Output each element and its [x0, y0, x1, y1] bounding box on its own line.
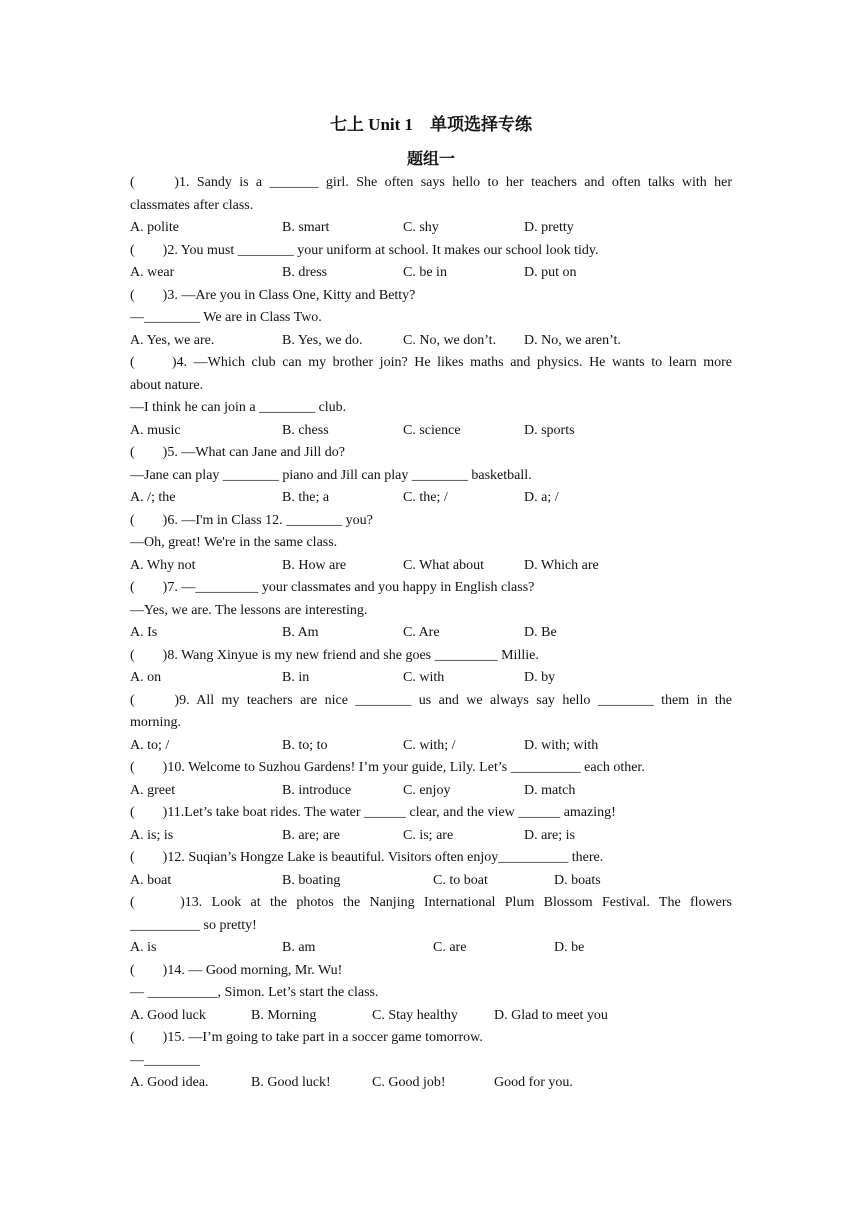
question-stem-line: —________ — [130, 1052, 200, 1068]
question-stem-line: ( )14. — Good morning, Mr. Wu! — [130, 962, 343, 978]
question-stem-line: ( )6. —I'm in Class 12. ________ you? — [130, 512, 373, 528]
question-stem-line: —Jane can play ________ piano and Jill can play ________ basketball. — [130, 467, 532, 483]
answer-option: C. science — [403, 422, 461, 438]
answer-option: C. Are — [403, 625, 440, 640]
answer-option: D. by — [524, 670, 556, 685]
answer-option: A. greet — [130, 782, 176, 798]
answer-option: D. pretty — [524, 220, 574, 235]
answer-option: D. No, we aren’t. — [524, 332, 621, 348]
answer-option: D. Glad to meet you — [494, 1007, 608, 1023]
answer-option: D. boats — [554, 872, 601, 888]
question-stem-line: ( )15. —I’m going to take part in a soccer game tomorrow. — [130, 1030, 483, 1045]
answer-option: B. smart — [282, 220, 330, 235]
answer-option: B. Good luck! — [251, 1075, 331, 1090]
question-stem-line: ( )12. Suqian’s Hongze Lake is beautiful. Visitors often enjoy__________ there. — [130, 850, 604, 865]
question-stem-line: ( )11.Let’s take boat rides. The water ______ clear, and the view ______ amazing! — [130, 805, 616, 820]
answer-option: C. Stay healthy — [372, 1007, 458, 1023]
question-stem-line: __________ so pretty! — [130, 917, 257, 933]
question-stem-line: morning. — [130, 715, 181, 730]
answer-option: A. boat — [130, 872, 172, 888]
question-stem-line: ( )13. Look at the photos the Nanjing International Plum Blossom Festival. The flowers — [130, 895, 732, 910]
question-stem-line: ( )8. Wang Xinyue is my new friend and she goes _________ Millie. — [130, 647, 539, 663]
answer-option: C. enjoy — [403, 782, 451, 798]
answer-option: D. with; with — [524, 737, 599, 753]
question-stem-line: ( )5. —What can Jane and Jill do? — [130, 445, 345, 460]
answer-option: D. Be — [524, 625, 557, 640]
question-stem-line: ( )1. Sandy is a _______ girl. She often says hello to her teachers and often talks with her — [130, 175, 732, 190]
answer-option: D. match — [524, 782, 576, 798]
answer-option: B. am — [282, 940, 316, 955]
page-title: 七上 Unit 1 单项选择专练 — [329, 115, 533, 134]
answer-option: C. the; / — [403, 490, 448, 505]
answer-option: D. be — [554, 940, 585, 955]
question-stem-line: —Oh, great! We're in the same class. — [130, 535, 338, 550]
answer-option: C. are — [433, 940, 467, 955]
answer-option: A. music — [130, 422, 181, 438]
question-stem-line: ( )7. —_________ your classmates and you happy in English class? — [130, 580, 535, 595]
answer-option: A. on — [130, 670, 162, 685]
question-stem-line: —I think he can join a ________ club. — [130, 400, 347, 415]
answer-option: D. Which are — [524, 557, 599, 573]
answer-option: A. wear — [130, 265, 175, 280]
answer-option: B. Am — [282, 625, 319, 640]
answer-option: D. a; / — [524, 490, 559, 505]
answer-option: A. Why not — [130, 557, 196, 573]
answer-option: B. Morning — [251, 1007, 317, 1023]
answer-option: C. be in — [403, 265, 447, 280]
answer-option: A. Yes, we are. — [130, 332, 215, 348]
answer-option: B. introduce — [282, 782, 352, 798]
answer-option: C. Good job! — [372, 1075, 446, 1090]
answer-option: Good for you. — [494, 1075, 573, 1090]
question-stem-line: ( )9. All my teachers are nice ________ us and we always say hello ________ them in the — [130, 692, 732, 708]
answer-option: C. with — [403, 670, 445, 685]
answer-option: B. in — [282, 670, 310, 685]
answer-option: B. the; a — [282, 490, 330, 505]
answer-option: B. chess — [282, 422, 329, 438]
answer-option: D. put on — [524, 265, 577, 280]
answer-option: D. are; is — [524, 827, 575, 843]
answer-option: B. dress — [282, 265, 328, 280]
answer-option: B. boating — [282, 872, 341, 888]
answer-option: C. to boat — [433, 872, 488, 888]
answer-option: B. Yes, we do. — [282, 332, 363, 348]
answer-option: A. to; / — [130, 737, 170, 753]
question-stem-line: —Yes, we are. The lessons are interesting. — [130, 602, 368, 618]
answer-option: B. are; are — [282, 827, 340, 843]
answer-option: A. is; is — [130, 827, 174, 843]
question-stem-line: —________ We are in Class Two. — [130, 310, 322, 325]
question-stem-line: ( )2. You must ________ your uniform at school. It makes our school look tidy. — [130, 242, 599, 258]
question-stem-line: ( )3. —Are you in Class One, Kitty and Betty? — [130, 287, 416, 303]
answer-option: C. is; are — [403, 827, 454, 843]
answer-option: A. Is — [130, 625, 158, 640]
answer-option: A. Good idea. — [130, 1075, 209, 1090]
question-stem-line: ( )4. —Which club can my brother join? He likes maths and physics. He wants to learn more — [130, 355, 732, 370]
question-stem-line: — __________, Simon. Let’s start the class. — [130, 985, 379, 1000]
answer-option: B. to; to — [282, 737, 328, 753]
answer-option: A. /; the — [130, 490, 176, 505]
page-subtitle: 题组一 — [406, 151, 455, 168]
question-stem-line: classmates after class. — [130, 197, 254, 213]
answer-option: B. How are — [282, 557, 347, 573]
answer-option: C. shy — [403, 220, 439, 235]
answer-option: C. What about — [403, 557, 485, 573]
question-stem-line: ( )10. Welcome to Suzhou Gardens! I’m your guide, Lily. Let’s __________ each other. — [130, 760, 645, 775]
answer-option: A. is — [130, 940, 157, 955]
answer-option: A. polite — [130, 220, 179, 235]
answer-option: C. No, we don’t. — [403, 332, 497, 348]
answer-option: A. Good luck — [130, 1007, 206, 1023]
question-stem-line: about nature. — [130, 377, 204, 393]
answer-option: D. sports — [524, 422, 575, 438]
answer-option: C. with; / — [403, 737, 456, 753]
